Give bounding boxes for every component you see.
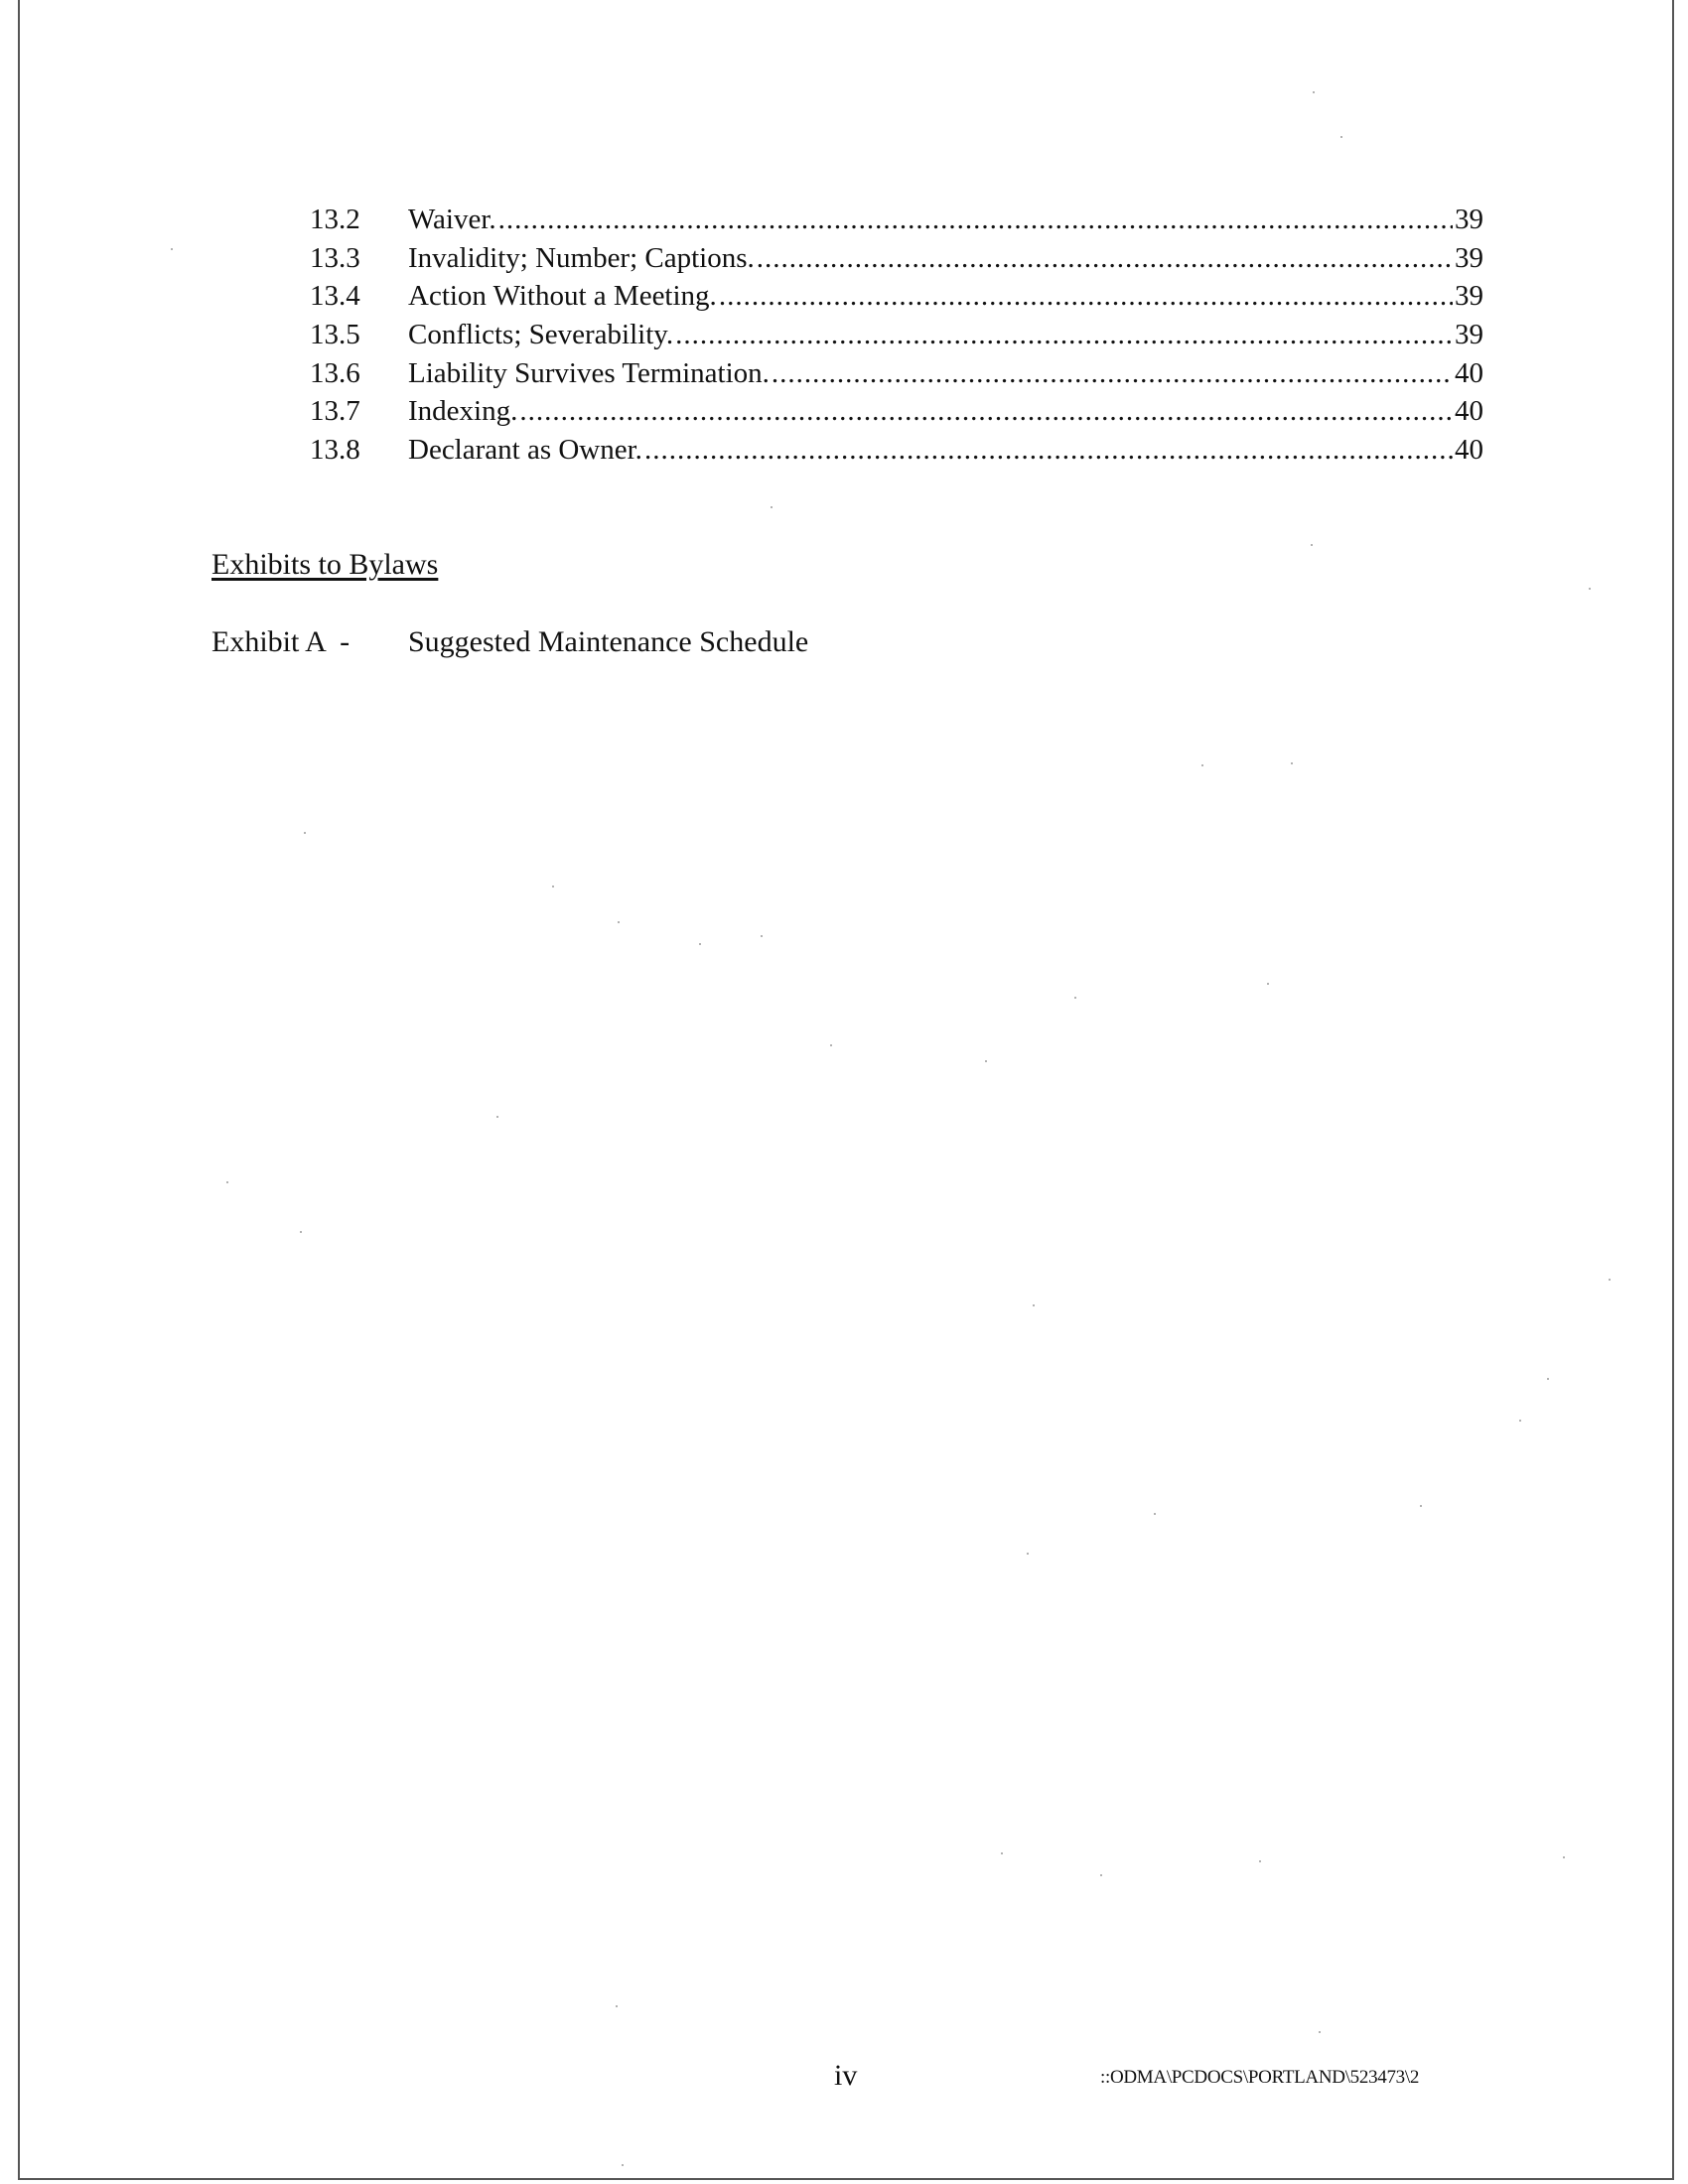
- scan-speck: [300, 1231, 302, 1233]
- toc-entry-page: 40: [1455, 434, 1483, 467]
- scan-speck: [1033, 1304, 1035, 1306]
- scan-speck: [552, 886, 554, 887]
- table-of-contents: [310, 201, 1483, 470]
- scan-speck: [496, 1116, 498, 1118]
- exhibit-entry: [211, 625, 808, 659]
- toc-entry-number: 13.5: [310, 319, 360, 351]
- scan-speck: [618, 921, 620, 923]
- scan-speck: [622, 2164, 624, 2166]
- scan-speck: [1201, 764, 1203, 766]
- toc-entry-number: 13.4: [310, 280, 360, 313]
- toc-entry: [310, 392, 1483, 431]
- toc-entry-number: 13.8: [310, 434, 360, 467]
- toc-entry-title: Action Without a Meeting.: [408, 280, 717, 313]
- toc-entry-title: Conflicts; Severability.: [408, 319, 674, 351]
- toc-entry-page: 40: [1455, 356, 1483, 389]
- scan-speck: [1001, 1852, 1003, 1854]
- scan-speck: [1319, 2031, 1321, 2033]
- scan-speck: [1154, 1513, 1156, 1515]
- toc-dot-leader: [772, 354, 1453, 393]
- toc-entry-number: 13.2: [310, 204, 360, 235]
- toc-dot-leader: [719, 277, 1453, 316]
- toc-entry-title: Waiver.: [408, 204, 496, 235]
- scan-speck: [1311, 544, 1313, 546]
- toc-entry: [310, 201, 1483, 239]
- scan-speck: [304, 832, 306, 834]
- toc-entry-title: Liability Survives Termination.: [408, 356, 770, 389]
- scan-speck: [1074, 997, 1076, 999]
- scan-speck: [171, 248, 173, 250]
- toc-dot-leader: [519, 392, 1453, 431]
- scan-speck: [1267, 983, 1269, 985]
- toc-entry-page: 39: [1455, 204, 1483, 235]
- scan-speck: [1420, 1505, 1422, 1507]
- document-id: ::ODMA\PCDOCS\PORTLAND\523473\2: [1100, 2067, 1420, 2088]
- scan-speck: [1291, 762, 1293, 764]
- scan-speck: [830, 1044, 832, 1046]
- toc-entry: [310, 316, 1483, 354]
- toc-dot-leader: [644, 431, 1453, 470]
- toc-entry-page: 39: [1455, 241, 1483, 274]
- toc-dot-leader: [675, 316, 1453, 354]
- toc-entry: [310, 239, 1483, 278]
- scan-speck: [1259, 1860, 1261, 1862]
- scan-speck: [1313, 91, 1315, 93]
- page-number: iv: [834, 2059, 858, 2092]
- scan-speck: [226, 1181, 228, 1183]
- toc-entry-title: Indexing.: [408, 395, 518, 428]
- toc-entry: [310, 354, 1483, 393]
- scan-speck: [1340, 136, 1342, 138]
- toc-entry: [310, 277, 1483, 316]
- toc-dot-leader: [498, 201, 1453, 239]
- scan-speck: [1519, 1420, 1521, 1422]
- toc-entry-number: 13.3: [310, 241, 360, 274]
- exhibits-heading: Exhibits to Bylaws: [211, 548, 439, 581]
- toc-entry-page: 40: [1455, 395, 1483, 428]
- exhibit-title: Suggested Maintenance Schedule: [408, 625, 809, 658]
- scan-speck: [1547, 1378, 1549, 1380]
- scan-speck: [771, 506, 773, 508]
- scan-speck: [761, 935, 763, 937]
- exhibit-label: Exhibit A -: [211, 625, 351, 658]
- toc-entry-page: 39: [1455, 280, 1483, 313]
- toc-entry-title: Declarant as Owner.: [408, 434, 642, 467]
- scan-speck: [1563, 1856, 1565, 1858]
- scan-speck: [985, 1060, 987, 1062]
- scan-speck: [1027, 1553, 1029, 1555]
- toc-entry: [310, 431, 1483, 470]
- toc-entry-number: 13.7: [310, 395, 360, 428]
- scan-speck: [616, 2005, 618, 2007]
- toc-entry-number: 13.6: [310, 356, 360, 389]
- scan-speck: [1100, 1874, 1102, 1876]
- toc-entry-title: Invalidity; Number; Captions.: [408, 241, 755, 274]
- scan-speck: [1589, 588, 1591, 590]
- scan-speck: [1609, 1279, 1611, 1281]
- toc-dot-leader: [757, 239, 1453, 278]
- scan-speck: [699, 943, 701, 945]
- toc-entry-page: 39: [1455, 319, 1483, 351]
